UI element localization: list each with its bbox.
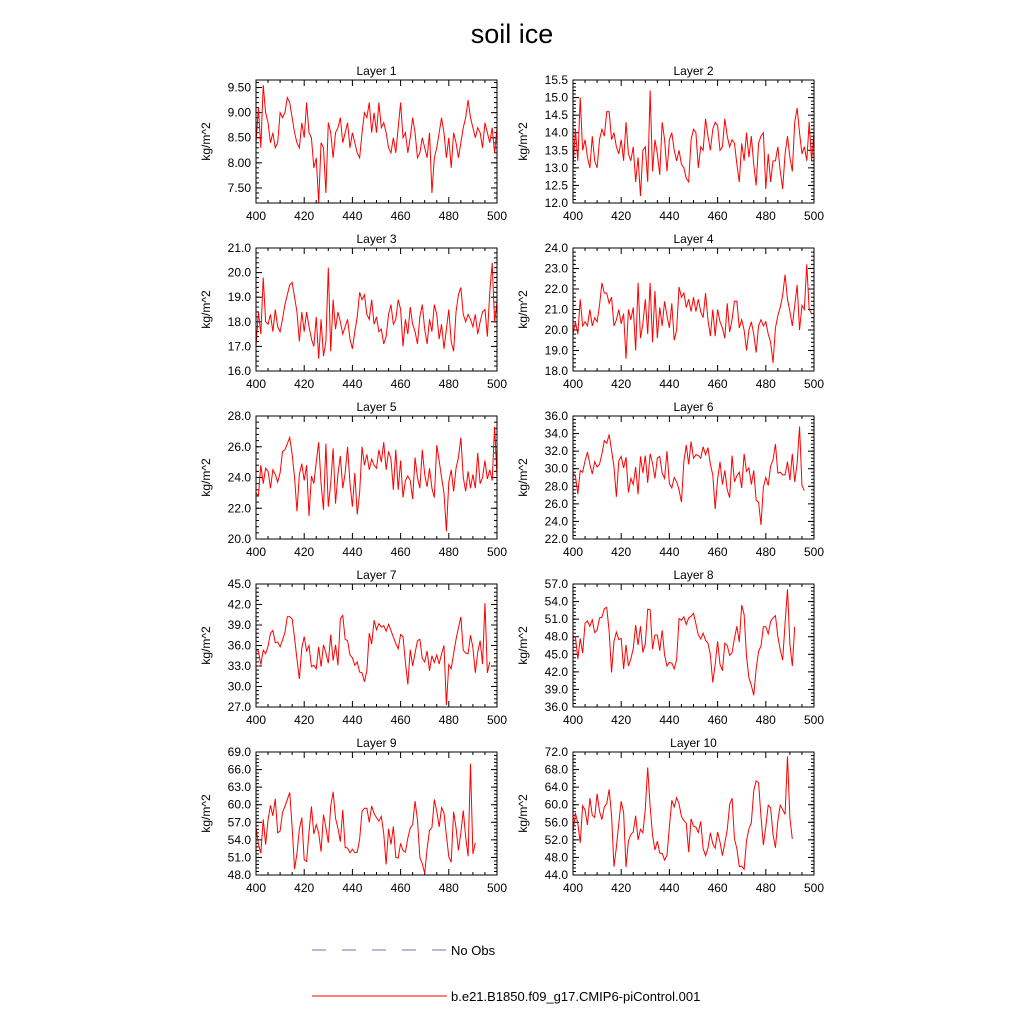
- y-tick-label: 28.0: [227, 409, 251, 423]
- x-tick-label: 420: [611, 377, 632, 391]
- x-tick-label: 480: [438, 713, 459, 727]
- y-tick-label: 48.0: [544, 629, 568, 644]
- panel-layer-2: [516, 64, 826, 223]
- panels: [199, 64, 826, 895]
- x-tick-label: 500: [803, 881, 825, 895]
- y-tick-label: 21.0: [544, 302, 568, 317]
- panel-title: Layer 1: [356, 64, 397, 78]
- y-tick-label: 64.0: [544, 780, 568, 795]
- x-tick-label: 500: [803, 545, 825, 559]
- x-tick-label: 500: [486, 713, 508, 727]
- x-tick-label: 400: [245, 713, 267, 727]
- y-tick-label: 24.0: [544, 241, 568, 255]
- y-axis-label: kg/m^2: [199, 794, 213, 833]
- y-tick-label: 72.0: [544, 745, 568, 759]
- y-tick-label: 34.0: [544, 426, 568, 441]
- y-tick-label: 13.0: [544, 160, 568, 175]
- y-tick-label: 9.00: [227, 105, 251, 120]
- panel-layer-6: [516, 400, 824, 559]
- panel-title: Layer 9: [356, 736, 397, 750]
- y-tick-label: 45.0: [544, 647, 568, 662]
- y-tick-label: 57.0: [544, 577, 568, 591]
- x-tick-label: 480: [755, 209, 776, 223]
- panel-title: Layer 3: [356, 232, 397, 246]
- y-tick-label: 26.0: [544, 496, 568, 511]
- panel-layer-8: [516, 568, 824, 727]
- y-tick-label: 30.0: [227, 679, 251, 694]
- y-tick-label: 48.0: [227, 868, 251, 882]
- x-tick-label: 480: [438, 545, 459, 559]
- y-tick-label: 30.0: [544, 461, 568, 476]
- x-tick-label: 420: [611, 881, 632, 895]
- y-tick-label: 54.0: [544, 594, 568, 609]
- y-tick-label: 20.0: [544, 323, 568, 337]
- y-axis-label: kg/m^2: [516, 290, 530, 329]
- y-tick-label: 45.0: [227, 577, 251, 591]
- x-tick-label: 420: [294, 545, 315, 559]
- plot-frame: [256, 752, 497, 875]
- y-tick-label: 22.0: [227, 501, 251, 516]
- x-tick-label: 480: [755, 881, 776, 895]
- x-tick-label: 500: [486, 545, 508, 559]
- x-tick-label: 500: [803, 209, 825, 223]
- x-tick-label: 460: [390, 377, 411, 391]
- y-tick-label: 15.5: [544, 73, 568, 87]
- plot-frame: [256, 416, 497, 539]
- panel-title: Layer 5: [356, 400, 397, 414]
- y-tick-label: 60.0: [227, 797, 251, 812]
- y-axis-label: kg/m^2: [199, 122, 213, 161]
- y-tick-label: 27.0: [227, 700, 251, 714]
- y-axis-label: kg/m^2: [516, 122, 530, 161]
- x-tick-label: 400: [562, 881, 584, 895]
- x-tick-label: 460: [390, 209, 411, 223]
- y-axis-label: kg/m^2: [516, 458, 530, 497]
- panel-layer-5: [199, 400, 507, 559]
- x-tick-label: 460: [707, 377, 728, 391]
- series-line: [573, 91, 826, 196]
- series-line: [256, 764, 475, 874]
- x-tick-label: 440: [342, 377, 363, 391]
- y-tick-label: 22.0: [544, 532, 568, 546]
- y-tick-label: 36.0: [544, 700, 568, 714]
- x-tick-label: 480: [438, 881, 459, 895]
- y-tick-label: 18.0: [544, 364, 568, 378]
- x-tick-label: 460: [707, 545, 728, 559]
- x-tick-label: 440: [342, 881, 363, 895]
- y-tick-label: 12.5: [544, 178, 568, 193]
- panel-layer-4: [516, 232, 824, 391]
- y-tick-label: 36.0: [544, 409, 568, 423]
- x-tick-label: 480: [438, 209, 459, 223]
- y-tick-label: 20.0: [227, 265, 251, 280]
- x-tick-label: 460: [707, 713, 728, 727]
- x-tick-label: 420: [611, 545, 632, 559]
- x-tick-label: 420: [294, 713, 315, 727]
- panel-title: Layer 6: [673, 400, 714, 414]
- x-tick-label: 440: [659, 209, 680, 223]
- x-tick-label: 460: [390, 881, 411, 895]
- legend: [312, 943, 700, 1004]
- x-tick-label: 420: [611, 209, 632, 223]
- y-tick-label: 42.0: [227, 597, 251, 612]
- y-tick-label: 9.50: [227, 80, 251, 95]
- x-tick-label: 400: [562, 209, 584, 223]
- panel-title: Layer 2: [673, 64, 714, 78]
- y-tick-label: 36.0: [227, 638, 251, 653]
- x-tick-label: 500: [486, 881, 508, 895]
- y-tick-label: 15.0: [544, 90, 568, 105]
- y-axis-label: kg/m^2: [516, 794, 530, 833]
- y-tick-label: 63.0: [227, 780, 251, 795]
- plot-frame: [573, 248, 814, 371]
- series-line: [256, 85, 509, 203]
- plot-frame: [573, 80, 814, 203]
- plot-frame: [573, 752, 814, 875]
- y-tick-label: 51.0: [227, 850, 251, 865]
- y-tick-label: 54.0: [227, 832, 251, 847]
- x-tick-label: 460: [390, 713, 411, 727]
- y-tick-label: 22.0: [544, 282, 568, 296]
- x-tick-label: 420: [294, 209, 315, 223]
- x-tick-label: 460: [707, 209, 728, 223]
- y-tick-label: 68.0: [544, 762, 568, 777]
- panel-layer-9: [199, 736, 507, 895]
- x-tick-label: 500: [803, 377, 825, 391]
- y-tick-label: 60.0: [544, 797, 568, 812]
- x-tick-label: 400: [562, 377, 584, 391]
- y-tick-label: 24.0: [227, 470, 251, 485]
- x-tick-label: 480: [438, 377, 459, 391]
- series-line: [256, 427, 497, 532]
- y-axis-label: kg/m^2: [199, 458, 213, 497]
- x-tick-label: 480: [755, 713, 776, 727]
- y-tick-label: 13.5: [544, 143, 568, 158]
- x-tick-label: 480: [755, 377, 776, 391]
- x-tick-label: 400: [245, 545, 267, 559]
- y-tick-label: 19.0: [544, 343, 568, 358]
- x-tick-label: 500: [486, 377, 508, 391]
- x-tick-label: 420: [294, 377, 315, 391]
- y-tick-label: 23.0: [544, 261, 568, 276]
- x-tick-label: 400: [562, 713, 584, 727]
- y-tick-label: 14.5: [544, 108, 568, 123]
- x-tick-label: 460: [707, 881, 728, 895]
- x-tick-label: 400: [245, 377, 267, 391]
- y-tick-label: 33.0: [227, 659, 251, 673]
- y-tick-label: 39.0: [544, 682, 568, 697]
- y-tick-label: 16.0: [227, 364, 251, 378]
- plot-frame: [573, 584, 814, 707]
- x-tick-label: 440: [342, 209, 363, 223]
- y-tick-label: 51.0: [544, 612, 568, 627]
- y-tick-label: 42.0: [544, 664, 568, 679]
- x-tick-label: 440: [659, 713, 680, 727]
- x-tick-label: 500: [803, 713, 825, 727]
- y-tick-label: 56.0: [544, 815, 568, 830]
- panel-layer-1: [199, 64, 509, 223]
- panel-title: Layer 10: [670, 736, 717, 750]
- x-tick-label: 400: [562, 545, 584, 559]
- y-tick-label: 8.50: [227, 130, 251, 145]
- y-tick-label: 57.0: [227, 815, 251, 830]
- y-axis-label: kg/m^2: [516, 626, 530, 665]
- x-tick-label: 440: [659, 881, 680, 895]
- panel-title: Layer 4: [673, 232, 714, 246]
- y-tick-label: 19.0: [227, 290, 251, 305]
- y-tick-label: 20.0: [227, 532, 251, 546]
- legend-label-control: b.e21.B1850.f09_g17.CMIP6-piControl.001: [451, 989, 701, 1004]
- plot-frame: [256, 584, 497, 707]
- panel-layer-3: [199, 232, 507, 391]
- x-tick-label: 420: [611, 713, 632, 727]
- plot-frame: [256, 248, 497, 371]
- y-tick-label: 39.0: [227, 618, 251, 632]
- y-tick-label: 48.0: [544, 850, 568, 865]
- x-tick-label: 500: [486, 209, 508, 223]
- y-tick-label: 21.0: [227, 241, 251, 255]
- y-tick-label: 14.0: [544, 125, 568, 140]
- y-tick-label: 7.50: [227, 180, 251, 195]
- series-line: [573, 589, 795, 695]
- series-line: [573, 756, 792, 869]
- y-tick-label: 69.0: [227, 745, 251, 759]
- y-tick-label: 12.0: [544, 196, 568, 210]
- x-tick-label: 460: [390, 545, 411, 559]
- y-tick-label: 24.0: [544, 514, 568, 529]
- panel-title: Layer 7: [356, 568, 397, 582]
- panel-layer-7: [199, 568, 507, 727]
- x-tick-label: 440: [342, 713, 363, 727]
- y-tick-label: 8.00: [227, 155, 251, 170]
- y-tick-label: 66.0: [227, 762, 251, 777]
- series-line: [256, 603, 490, 705]
- x-tick-label: 400: [245, 209, 267, 223]
- x-tick-label: 480: [755, 545, 776, 559]
- y-axis-label: kg/m^2: [199, 290, 213, 329]
- y-tick-label: 28.0: [544, 479, 568, 494]
- x-tick-label: 440: [659, 377, 680, 391]
- y-tick-label: 18.0: [227, 314, 251, 329]
- x-tick-label: 440: [659, 545, 680, 559]
- y-tick-label: 17.0: [227, 339, 251, 354]
- figure-title: soil ice: [470, 19, 554, 49]
- legend-label-no-obs: No Obs: [451, 943, 496, 958]
- x-tick-label: 440: [342, 545, 363, 559]
- series-line: [256, 263, 497, 359]
- y-axis-label: kg/m^2: [199, 626, 213, 665]
- y-tick-label: 44.0: [544, 868, 568, 882]
- x-tick-label: 400: [245, 881, 267, 895]
- y-tick-label: 52.0: [544, 832, 568, 847]
- y-tick-label: 32.0: [544, 444, 568, 459]
- y-tick-label: 26.0: [227, 439, 251, 454]
- panel-title: Layer 8: [673, 568, 714, 582]
- x-tick-label: 420: [294, 881, 315, 895]
- series-line: [573, 427, 804, 525]
- panel-layer-10: [516, 736, 824, 895]
- series-line: [573, 264, 812, 362]
